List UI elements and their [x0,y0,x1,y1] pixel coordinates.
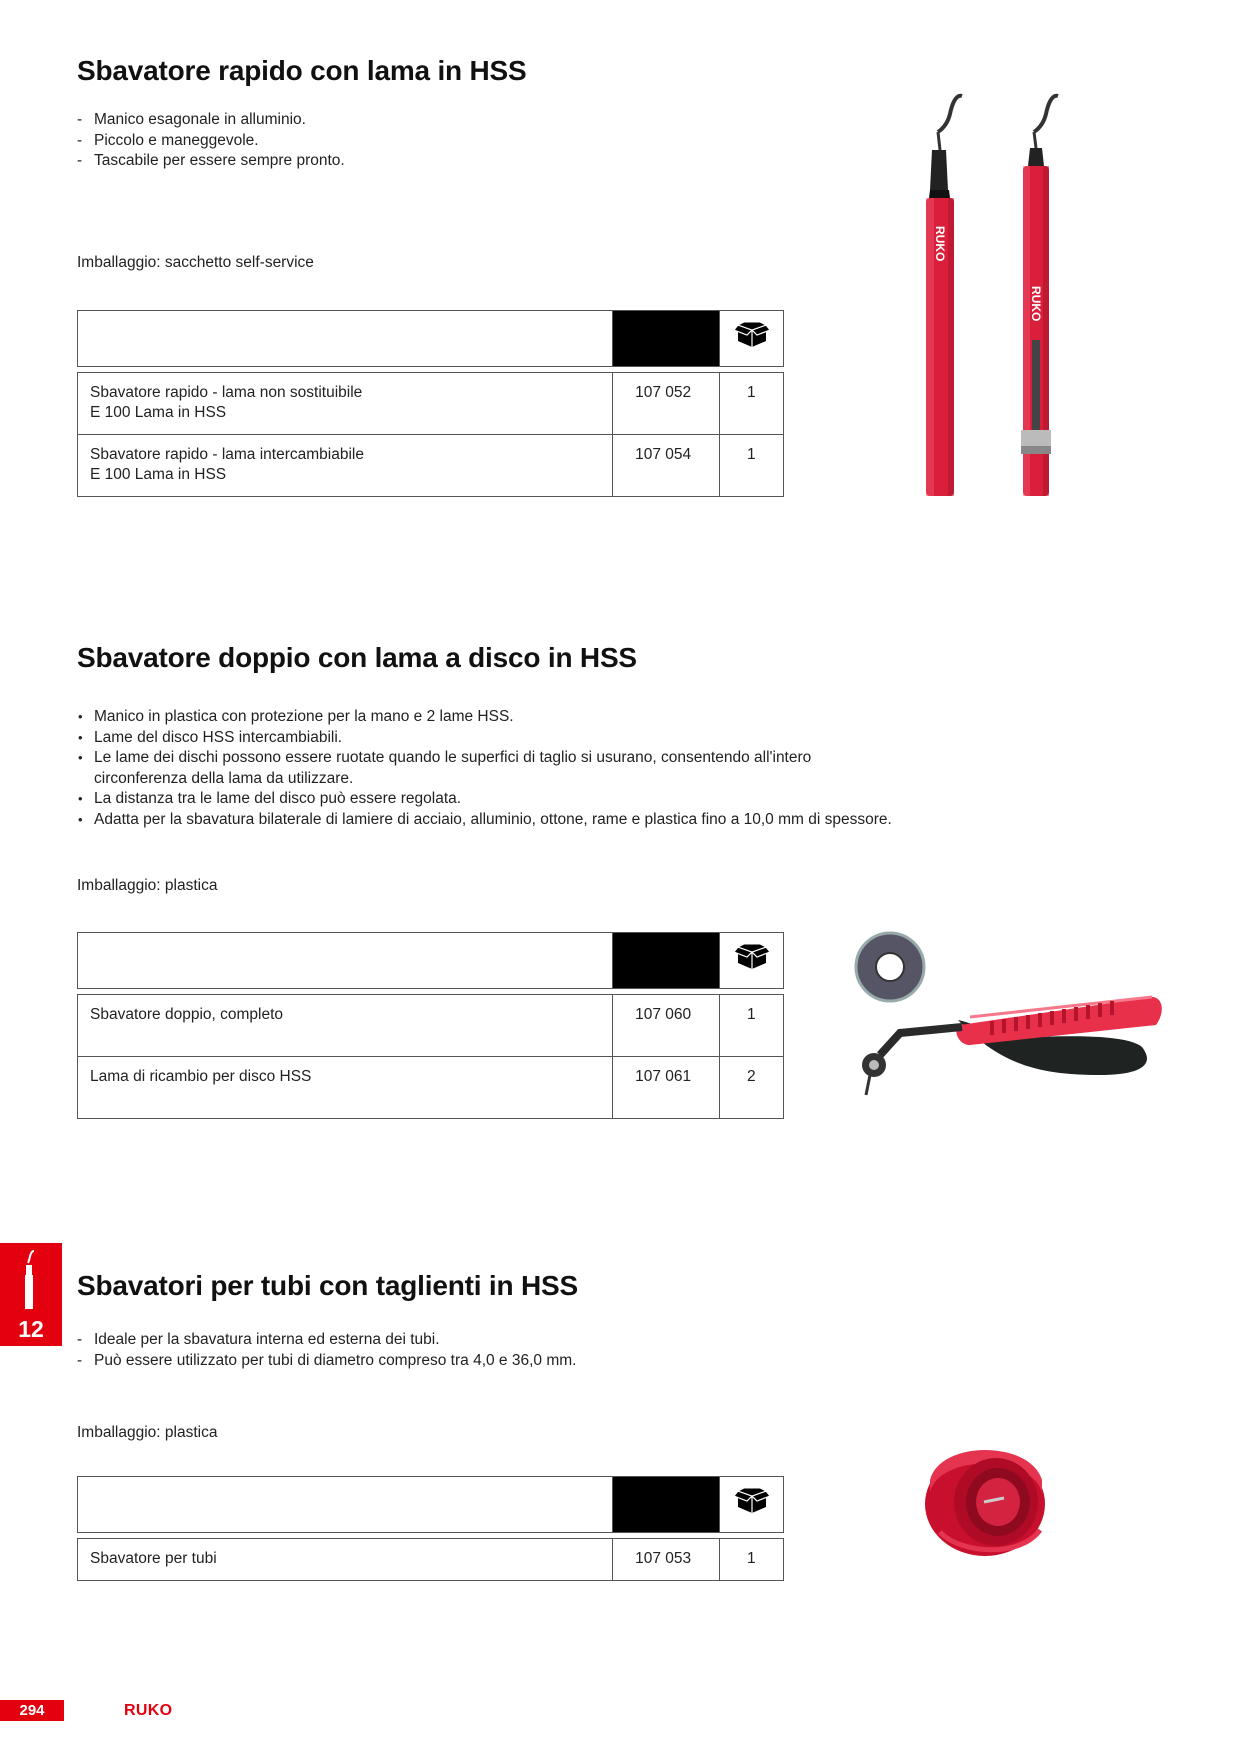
feature-item-continued: circonferenza della lama da utilizzare. [94,769,354,787]
row-code: 107 053 [613,1539,720,1581]
row-code: 107 061 [613,1057,720,1119]
package-box-icon [734,321,770,351]
feature-item: - Tascabile per essere sempre pronto. [77,151,957,172]
feature-item: • La distanza tra le lame del disco può essere regolata. [77,789,957,810]
header-cell-package [720,1477,784,1533]
header-cell-description [78,1477,613,1533]
brand-label: RUKO [1029,286,1043,322]
table-row [78,435,784,497]
feature-item: • Le lame dei dischi possono essere ruotate quando le superfici di taglio si usurano, consentendo all'intero [77,748,957,769]
row-description: Lama di ricambio per disco HSS [78,1057,613,1119]
double-deburrer-image [840,925,1170,1125]
header-cell-package [720,933,784,989]
row-description: Sbavatore rapido - lama non sostituibile E 100 Lama in HSS [78,373,613,435]
header-cell-code [613,311,720,367]
package-box-icon [734,1487,770,1517]
header-cell-description [78,933,613,989]
product-table [77,1476,784,1581]
feature-item: • Manico in plastica con protezione per la mano e 2 lame HSS. [77,707,957,728]
table-row [78,373,784,435]
product-table [77,310,784,497]
row-qty: 1 [720,373,784,435]
row-qty: 1 [720,995,784,1057]
header-cell-description [78,311,613,367]
row-description: Sbavatore doppio, completo [78,995,613,1057]
feature-item: - Ideale per la sbavatura interna ed esterna dei tubi. [77,1330,957,1351]
quick-deburrer-image [900,90,1080,505]
chapter-number: 12 [18,1316,44,1342]
packaging-note: Imballaggio: plastica [77,1424,218,1441]
package-box-icon [734,943,770,973]
packaging-note: Imballaggio: sacchetto self-service [77,254,314,271]
pipe-deburrer-image [900,1420,1070,1560]
feature-item: - Manico esagonale in alluminio. [77,110,957,131]
feature-item: • Lame del disco HSS intercambiabili. [77,728,957,749]
feature-list [77,1330,957,1371]
row-code: 107 060 [613,995,720,1057]
brand-label: RUKO [933,226,947,262]
table-header-row [78,933,784,989]
packaging-note: Imballaggio: plastica [77,877,218,894]
feature-item: - Può essere utilizzato per tubi di diametro compreso tra 4,0 e 36,0 mm. [77,1351,957,1372]
deburrer-icon [22,1249,40,1311]
row-description: Sbavatore rapido - lama intercambiabile E 100 Lama in HSS [78,435,613,497]
table-row [78,1057,784,1119]
feature-item: • Adatta per la sbavatura bilaterale di lamiere di acciaio, alluminio, ottone, rame e plastica fino a 10,0 mm di spessore. [77,810,957,831]
feature-list [77,707,957,830]
section-title: Sbavatore doppio con lama a disco in HSS [77,642,637,673]
row-qty: 1 [720,435,784,497]
table-header-row [78,1477,784,1533]
row-description: Sbavatore per tubi [78,1539,613,1581]
ruko-logo: RUKO [124,1702,173,1719]
row-code: 107 052 [613,373,720,435]
row-qty: 2 [720,1057,784,1119]
table-header-row [78,311,784,367]
section-title: Sbavatori per tubi con taglienti in HSS [77,1270,578,1301]
page-number: 294 [0,1700,64,1721]
feature-item: - Piccolo e maneggevole. [77,131,957,152]
section-title: Sbavatore rapido con lama in HSS [77,55,527,86]
row-code: 107 054 [613,435,720,497]
table-row [78,1539,784,1581]
header-cell-package [720,311,784,367]
header-cell-code [613,1477,720,1533]
table-row [78,995,784,1057]
header-cell-code [613,933,720,989]
row-qty: 1 [720,1539,784,1581]
product-table [77,932,784,1119]
feature-list [77,110,957,172]
